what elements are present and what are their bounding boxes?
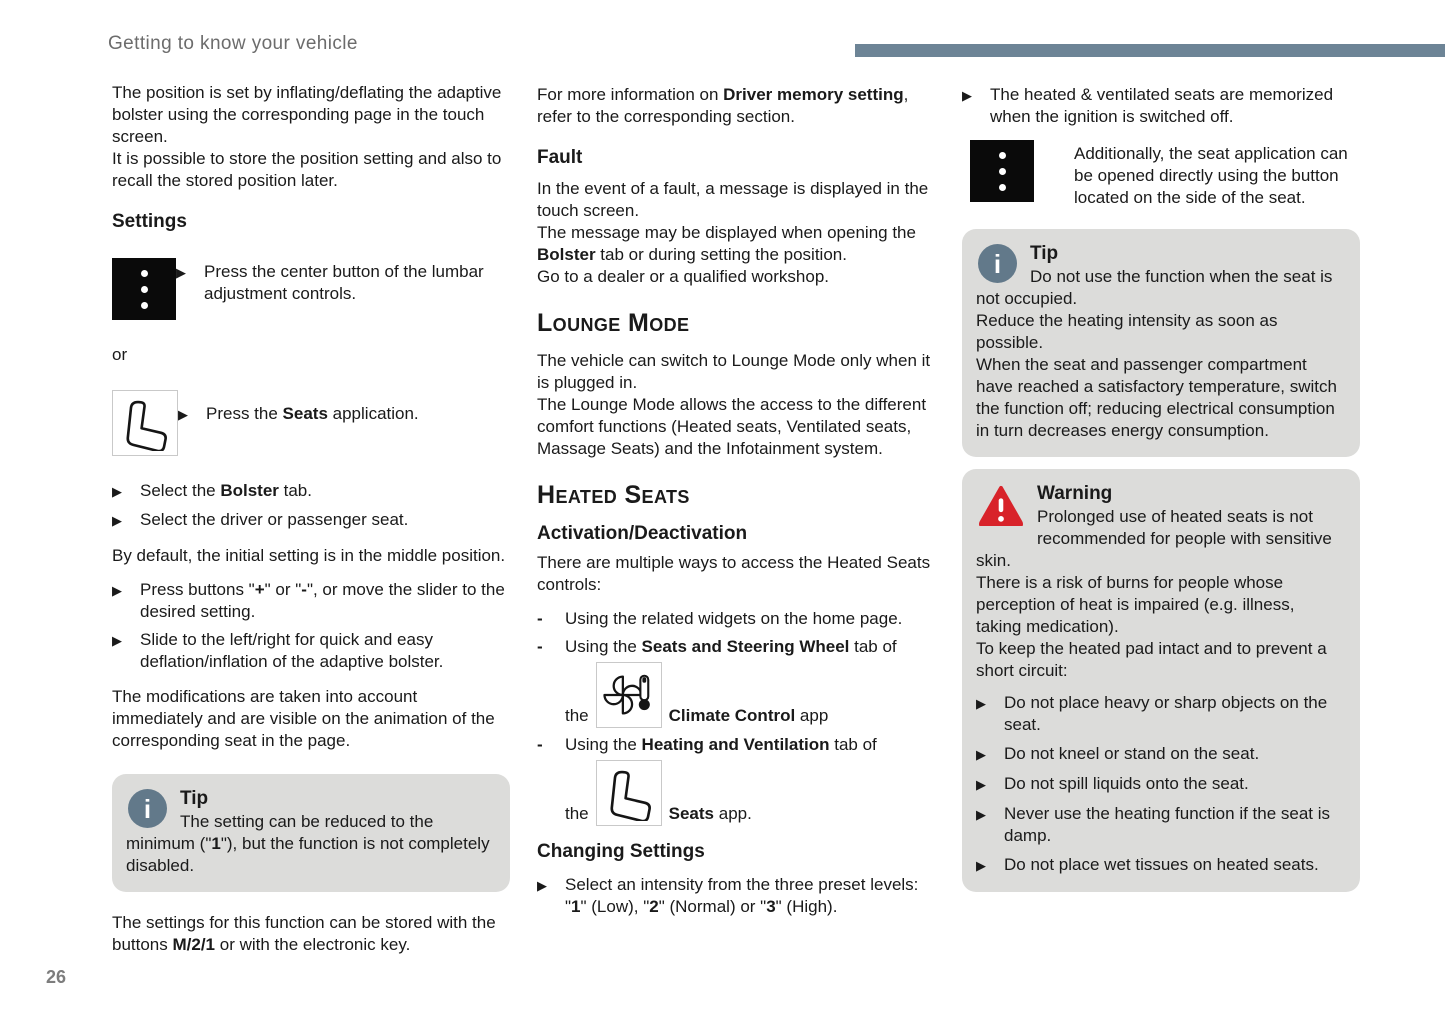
- tip-box: [112, 774, 510, 892]
- info-glyph: i: [128, 789, 167, 828]
- warning-text: To keep the heated pad intact and to prevent a short circuit:: [976, 639, 1327, 680]
- info-glyph: i: [978, 244, 1017, 283]
- arrow-bullet-icon: ▶: [176, 265, 186, 280]
- seat-icon: [601, 765, 657, 821]
- dot-icon: [141, 270, 148, 277]
- instruction-bullet: [962, 84, 1360, 128]
- tip-title: Tip: [1030, 243, 1059, 264]
- list-item: [537, 734, 935, 756]
- instruction-bullet: [112, 509, 510, 532]
- warning-bullet: [976, 854, 1344, 877]
- side-button-row: [962, 140, 1360, 209]
- arrow-bullet-icon: ▶: [976, 807, 986, 822]
- column-1: [112, 82, 510, 956]
- settings-heading: Settings: [112, 211, 187, 232]
- activation-heading: Activation/Deactivation: [537, 523, 748, 544]
- lumbar-button-icon: [112, 258, 176, 320]
- warning-bullet: [976, 692, 1344, 736]
- arrow-bullet-icon: ▶: [976, 777, 986, 792]
- warning-text: There is a risk of burns for people whose perception of heat is impaired (e.g. illness, taking medication).: [976, 573, 1295, 636]
- tip-text: Reduce the heating intensity as soon as possible.: [976, 311, 1278, 352]
- tip-box: [962, 229, 1360, 457]
- column-2: [537, 84, 935, 918]
- warning-box: [962, 469, 1360, 892]
- paragraph: The position is set by inflating/deflating the adaptive bolster using the corresponding page in the touch screen.: [112, 83, 502, 146]
- instruction-bullet: [176, 261, 510, 305]
- arrow-bullet-icon: ▶: [976, 858, 986, 873]
- instruction-bullet: [537, 874, 935, 918]
- row-text: Climate Control app: [668, 706, 829, 725]
- paragraph: The vehicle can switch to Lounge Mode only when it is plugged in.: [537, 351, 931, 392]
- column-3: [962, 84, 1360, 892]
- row-text: the: [565, 706, 589, 725]
- row-text: the: [565, 804, 589, 823]
- warning-title: Warning: [1037, 483, 1113, 504]
- instruction-bullet: [112, 480, 510, 503]
- warning-triangle-icon: [978, 484, 1024, 526]
- bullet-text: Press the center button of the lumbar adjustment controls.: [204, 262, 484, 303]
- bullet-text: Do not place wet tissues on heated seats.: [1004, 855, 1319, 874]
- or-word: or: [112, 345, 128, 364]
- warning-bullet: [976, 803, 1344, 847]
- bullet-text: Select the Bolster tab.: [140, 481, 312, 500]
- heated-seats-heading: Heated Seats: [537, 481, 690, 509]
- warning-icon: [978, 484, 1024, 532]
- instruction-bullet: [178, 403, 510, 426]
- arrow-bullet-icon: ▶: [178, 407, 188, 422]
- bullet-text: Using the related widgets on the home page.: [565, 609, 903, 628]
- bullet-text: The heated & ventilated seats are memorized when the ignition is switched off.: [990, 85, 1334, 126]
- dot-icon: [141, 286, 148, 293]
- climate-control-icon: [601, 667, 657, 723]
- arrow-bullet-icon: ▶: [962, 88, 972, 103]
- header-accent-bar: [855, 44, 1445, 57]
- lounge-mode-heading: Lounge Mode: [537, 309, 690, 337]
- paragraph: By default, the initial setting is in the middle position.: [112, 546, 506, 565]
- instruction-bullet: [112, 629, 510, 673]
- paragraph: The settings for this function can be stored with the buttons M/2/1 or with the electronic key.: [112, 913, 496, 954]
- warning-text: Prolonged use of heated seats is not recommended for people with sensitive skin.: [976, 507, 1332, 570]
- side-note-text: Additionally, the seat application can be opened directly using the button located on the side of the seat.: [1074, 144, 1348, 207]
- bullet-text: Slide to the left/right for quick and easy deflation/inflation of the adaptive bolster.: [140, 630, 444, 671]
- bullet-text: Never use the heating function if the seat is damp.: [1004, 804, 1331, 845]
- dot-icon: [141, 302, 148, 309]
- tip-text: Do not use the function when the seat is not occupied.: [976, 267, 1333, 308]
- instruction-text: [178, 390, 510, 456]
- tip-text: The setting can be reduced to the minimum ("1"), but the function is not completely disabled.: [126, 812, 490, 875]
- lumbar-button-icon: [970, 140, 1034, 202]
- info-icon: [128, 789, 167, 828]
- list-item: [537, 608, 935, 630]
- fault-heading: Fault: [537, 147, 583, 168]
- row-text: Seats app.: [668, 804, 752, 823]
- seats-app-row: [565, 760, 935, 826]
- bullet-text: Using the Seats and Steering Wheel tab of: [565, 637, 897, 656]
- paragraph: The message may be displayed when opening the Bolster tab or during setting the position.: [537, 223, 916, 264]
- paragraph: There are multiple ways to access the Heated Seats controls:: [537, 553, 931, 594]
- arrow-bullet-icon: ▶: [112, 513, 122, 528]
- dot-icon: [999, 168, 1006, 175]
- paragraph: It is possible to store the position setting and also to recall the stored position later.: [112, 149, 502, 190]
- warning-bullet: [976, 743, 1344, 766]
- paragraph: The Lounge Mode allows the access to the different comfort functions (Heated seats, Ventilated seats, Massage Seats) and the Infotainment system.: [537, 395, 927, 458]
- arrow-bullet-icon: ▶: [537, 878, 547, 893]
- bullet-text: Do not place heavy or sharp objects on the seat.: [1004, 693, 1328, 734]
- dash-bullet-icon: -: [537, 609, 543, 628]
- arrow-bullet-icon: ▶: [976, 696, 986, 711]
- bullet-text: Do not spill liquids onto the seat.: [1004, 774, 1249, 793]
- bullet-text: Using the Heating and Ventilation tab of: [565, 735, 877, 754]
- seats-app-tile: [596, 760, 662, 826]
- bullet-text: Press the Seats application.: [206, 404, 419, 423]
- seat-icon: [117, 395, 173, 451]
- seat-app-icon: [112, 390, 178, 456]
- warning-bullet: [976, 773, 1344, 796]
- dot-icon: [999, 152, 1006, 159]
- arrow-bullet-icon: ▶: [976, 747, 986, 762]
- bullet-text: Press buttons "+" or "-", or move the slider to the desired setting.: [140, 580, 505, 621]
- page-number: 26: [46, 967, 67, 987]
- tip-title: Tip: [180, 788, 209, 809]
- changing-settings-heading: Changing Settings: [537, 841, 705, 862]
- warning-bullet-list: [976, 692, 1344, 877]
- arrow-bullet-icon: ▶: [112, 583, 122, 598]
- dash-bullet-icon: -: [537, 637, 543, 656]
- dash-bullet-icon: -: [537, 735, 543, 754]
- info-icon: [978, 244, 1017, 283]
- tip-text: When the seat and passenger compartment have reached a satisfactory temperature, switch the function off; reducing electrical consumption in turn decreases energy consumption.: [976, 355, 1337, 440]
- list-item: [537, 636, 935, 658]
- bullet-text: Select the driver or passenger seat.: [140, 510, 409, 529]
- arrow-bullet-icon: ▶: [112, 633, 122, 648]
- bullet-text: Select an intensity from the three preset levels: "1" (Low), "2" (Normal) or "3" (High).: [565, 875, 919, 916]
- bullet-text: Do not kneel or stand on the seat.: [1004, 744, 1260, 763]
- instruction-text: [176, 258, 510, 320]
- paragraph: For more information on Driver memory setting, refer to the corresponding section.: [537, 85, 909, 126]
- lumbar-step-row: [112, 258, 510, 320]
- arrow-bullet-icon: ▶: [112, 484, 122, 499]
- climate-app-row: [565, 662, 935, 728]
- paragraph: Go to a dealer or a qualified workshop.: [537, 267, 830, 286]
- instruction-bullet: [112, 579, 510, 623]
- dot-icon: [999, 184, 1006, 191]
- paragraph: The modifications are taken into account immediately and are visible on the animation of the corresponding seat in the page.: [112, 687, 495, 750]
- running-header: Getting to know your vehicle: [108, 33, 358, 54]
- paragraph: In the event of a fault, a message is displayed in the touch screen.: [537, 179, 929, 220]
- seats-app-step-row: [112, 390, 510, 456]
- climate-app-tile: [596, 662, 662, 728]
